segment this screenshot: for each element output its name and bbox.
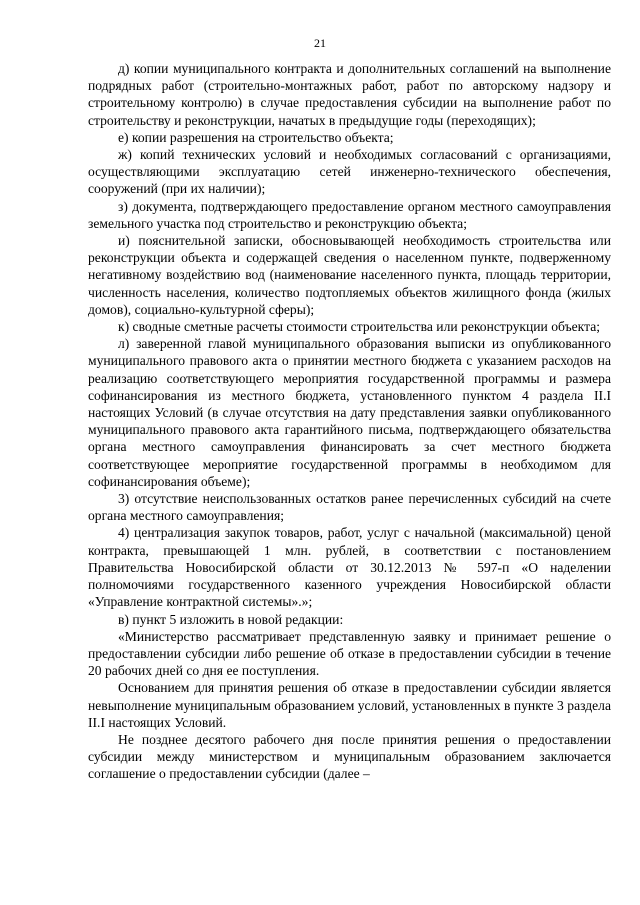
paragraph-v: в) пункт 5 изложить в новой редакции: <box>118 611 344 627</box>
paragraph-zh: ж) копий технических условий и необходимых согласований с организациями, осуществляющими эксплуатацию сетей инженерно-технического обеспечения, сооружений (при их наличии); <box>88 147 611 197</box>
paragraph-d: д) копии муниципального контракта и дополнительных соглашений на выполнение подрядных работ (строительно-монтажных работ, работ по авторскому надзору и строительному контролю) в случае предоставления субсидии на выполнение работ по строительству и реконструкции, начатых в предыдущие годы (переходящих); <box>88 61 611 128</box>
paragraph-i: и) пояснительной записки, обосновывающей необходимость строительства или реконструкции объекта и содержащей сведения о населенном пункте, подверженному негативному воздействию вод (наименование населенного пункта, площадь территории, численность населения, количество подтопляемых объектов жилищного фонда (жилых домов), социально-культурной сферы); <box>88 233 611 317</box>
paragraph-k: к) сводные сметные расчеты стоимости строительства или реконструкции объекта; <box>118 319 601 335</box>
paragraph-agreement: Не позднее десятого рабочего дня после принятия решения о предоставлении субсидии между министерством и муниципальным образованием заключается соглашение о предоставлении субсидии (далее – <box>88 731 611 782</box>
paragraph-z: з) документа, подтверждающего предоставление органом местного самоуправления земельного участка под строительство и реконструкцию объекта; <box>88 198 611 231</box>
paragraph-ministry-review: «Министерство рассматривает представленную заявку и принимает решение о предоставлении субсидии либо решение об отказе в предоставлении субсидии в течение 20 рабочих дней со дня ее поступления. <box>88 628 611 679</box>
page-number: 21 <box>314 36 326 50</box>
paragraph-refusal-grounds: Основанием для принятия решения об отказе в предоставлении субсидии является невыполнение муниципальным образованием условий, установленных в пункте 3 раздела II.I настоящих Условий. <box>88 680 611 730</box>
paragraph-item-3: 3) отсутствие неиспользованных остатков ранее перечисленных субсидий на счете органа местного самоуправления; <box>88 491 611 524</box>
paragraph-l: л) заверенной главой муниципального образования выписки из опубликованного муниципального правового акта о принятии местного бюджета с указанием расходов на реализацию соответствующего мероприятия государственной программы и размера софинансирования из местного бюджета, установленного пунктом 4 раздела II.I настоящих Условий (в случае отсутствия на дату представления заявки опубликованного муниципального правового акта гарантийного письма, подтверждающего обязательства органа местного самоуправления финансировать за счет местного бюджета соответствующее мероприятие государственной программы в необходимом для софинансирования объеме); <box>88 336 611 489</box>
paragraph-e: е) копии разрешения на строительство объекта; <box>118 129 394 145</box>
paragraph-item-4: 4) централизация закупок товаров, работ, услуг с начальной (максимальной) ценой контракта, превышающей 1 млн. рублей, в соответствии с постановлением Правительства Новосибирской области от 30.12.2013 № 597-п «О наделении полномочиями государственного казенного учреждения Новосибирской области «Управление контрактной системы».»; <box>88 525 611 610</box>
document-body <box>88 60 611 783</box>
